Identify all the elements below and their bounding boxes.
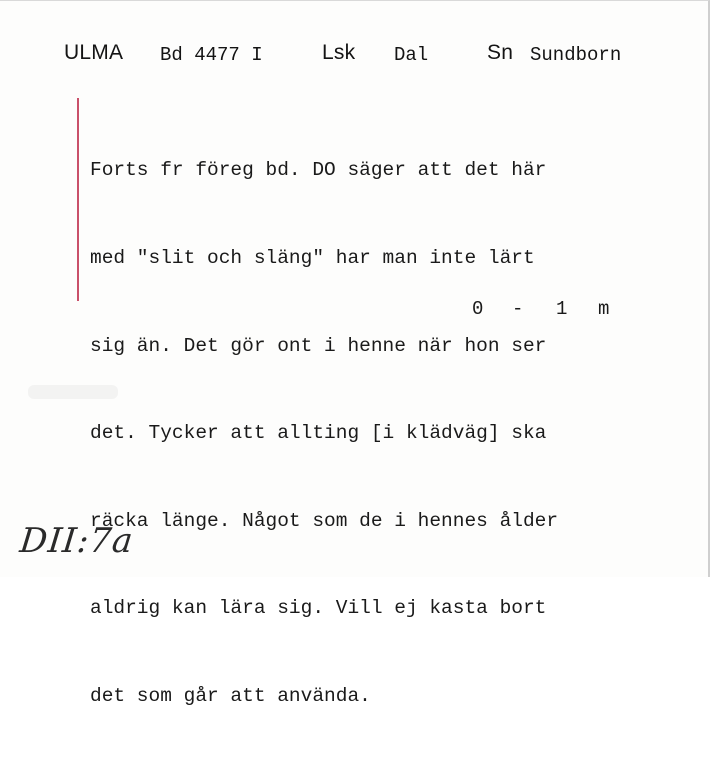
body-line: sig än. Det gör ont i henne när hon ser	[90, 334, 547, 357]
reference-b: 1	[556, 298, 568, 320]
socken-value: Sundborn	[530, 44, 622, 66]
faded-mark	[28, 385, 118, 399]
socken-label: Sn	[487, 41, 514, 64]
volume-number: Bd 4477 I	[160, 44, 263, 66]
landskap-value: Dal	[394, 44, 429, 66]
margin-rule	[77, 98, 79, 301]
body-line: räcka länge. Något som de i hennes ålder	[90, 509, 559, 532]
reference-unit: m	[598, 298, 610, 320]
card-body-text	[90, 98, 670, 770]
handwritten-classification: DII:7a	[17, 521, 136, 561]
reference-a: 0	[472, 298, 484, 320]
body-line: aldrig kan lära sig. Vill ej kasta bort	[90, 597, 547, 620]
archive-name: ULMA	[64, 41, 124, 64]
card-header	[64, 41, 664, 73]
body-line: det som går att använda.	[90, 685, 371, 708]
body-line: Forts fr föreg bd. DO säger att det här	[90, 159, 547, 182]
body-line: med "slit och släng" har man inte lärt	[90, 247, 535, 270]
landskap-label: Lsk	[322, 41, 356, 64]
body-line: det. Tycker att allting [i klädväg] ska	[90, 422, 547, 445]
reference-dash: -	[512, 298, 524, 320]
